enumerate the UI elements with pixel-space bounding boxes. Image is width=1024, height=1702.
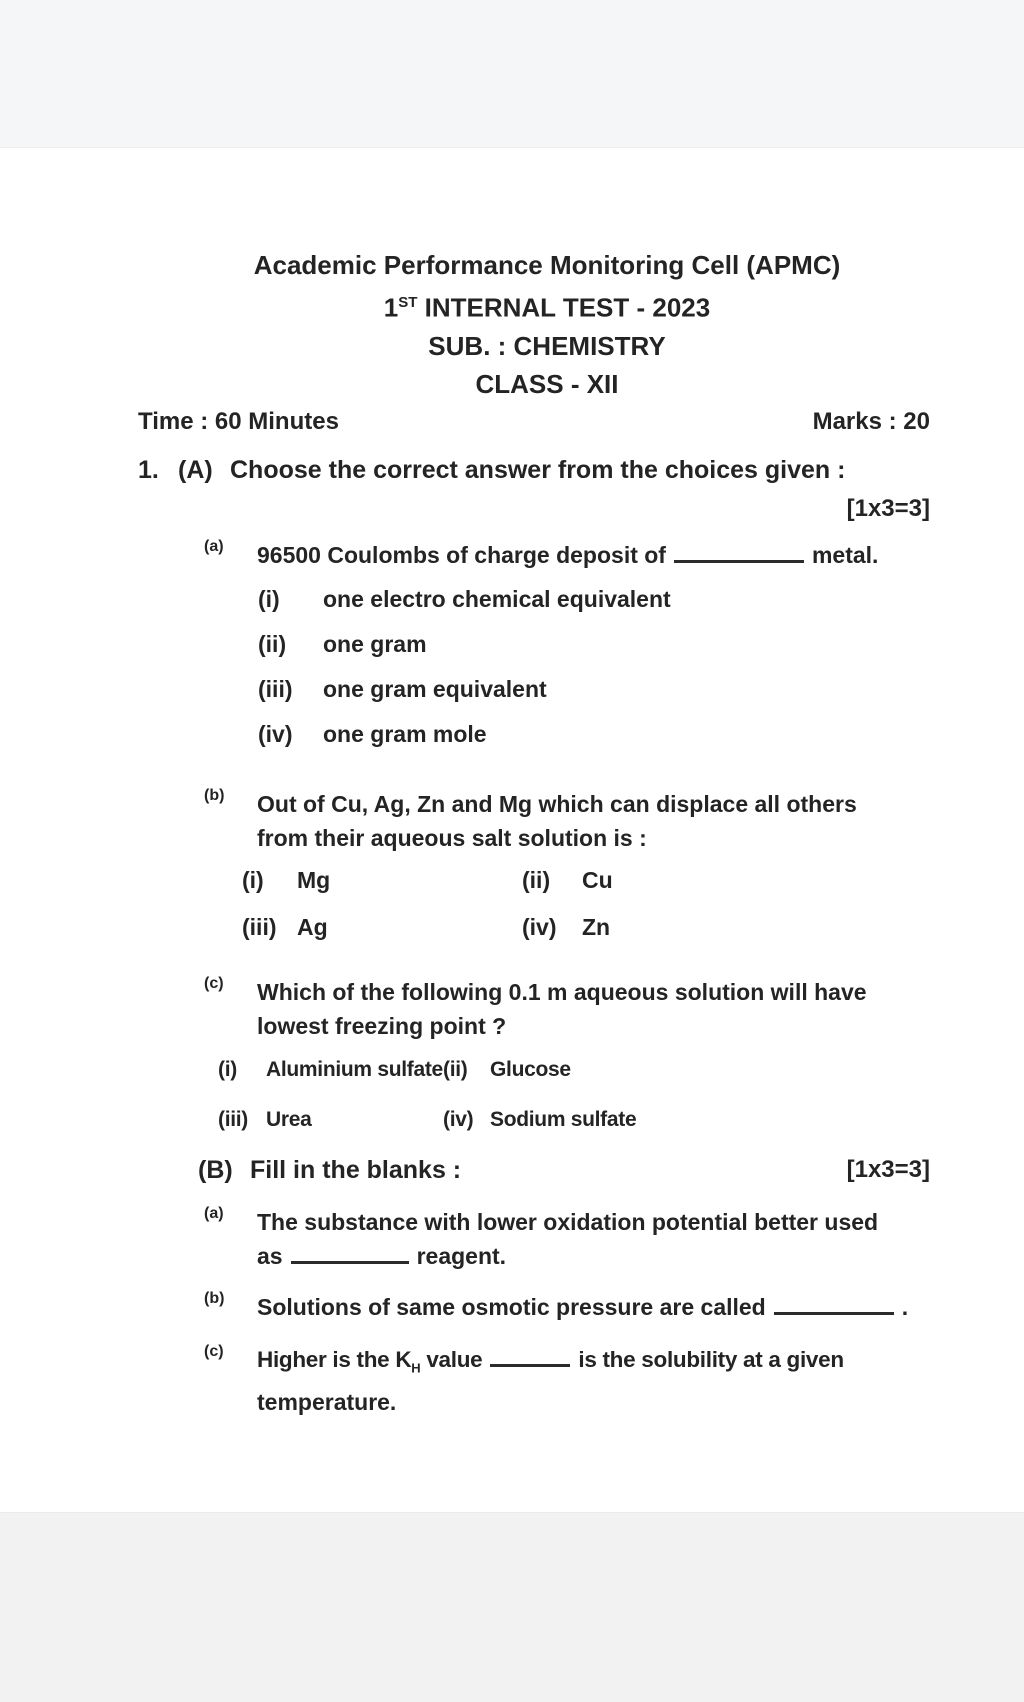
option-text: one gram mole xyxy=(323,720,487,747)
subquestion-text xyxy=(257,1205,930,1273)
sectionA-label: (A) xyxy=(178,455,213,484)
question-line xyxy=(257,538,930,572)
option-text: Zn xyxy=(582,913,611,940)
question-line: Which of the following 0.1 m aqueous solution will have xyxy=(257,978,867,1005)
question-line xyxy=(257,1239,930,1273)
question-line: temperature. xyxy=(257,1389,397,1416)
text-after-subscript: value xyxy=(420,1346,483,1372)
option-text: Aluminium sulfate xyxy=(266,1057,443,1081)
option-text: Urea xyxy=(266,1107,312,1131)
subject-line: SUB. : CHEMISTRY xyxy=(428,330,666,361)
option-numeral: (ii) xyxy=(258,630,287,657)
option-text: Mg xyxy=(297,866,331,893)
class-line: CLASS - XII xyxy=(475,368,619,399)
option-numeral: (ii) xyxy=(443,1057,468,1081)
text-after-blank: reagent. xyxy=(416,1242,507,1269)
fill-blank-line xyxy=(490,1345,570,1367)
test-title-ordinal: ST xyxy=(398,294,418,311)
fill-blank-line xyxy=(291,1242,409,1264)
option-row xyxy=(242,863,930,897)
question-number: 1. xyxy=(138,455,159,484)
bottom-band xyxy=(0,1512,1024,1702)
option-numeral: (ii) xyxy=(522,866,551,893)
subquestion-text xyxy=(257,1343,930,1420)
sectionA-question-b xyxy=(138,787,930,855)
document-page xyxy=(138,0,930,1419)
option-text: one gram xyxy=(323,630,427,657)
subquestion-label: (a) xyxy=(204,1204,224,1222)
test-title-number: 1 xyxy=(383,292,399,323)
option-text: Ag xyxy=(297,913,328,940)
text-before-subscript: Higher is the K xyxy=(257,1346,412,1372)
sectionB-label: (B) xyxy=(198,1155,233,1184)
option-row xyxy=(218,1053,930,1087)
sectionB-heading xyxy=(138,1153,930,1187)
sectionB-title: Fill in the blanks : xyxy=(250,1155,462,1184)
sectionB-question-b xyxy=(138,1290,930,1324)
text-before-blank: Solutions of same osmotic pressure are called xyxy=(257,1293,766,1320)
text-after-blank: is the solubility at a given xyxy=(578,1346,844,1372)
option-text: Sodium sulfate xyxy=(490,1107,637,1131)
time-marks-row xyxy=(138,405,930,439)
option-row xyxy=(218,1103,930,1137)
sectionA-question-a xyxy=(138,538,930,572)
subquestion-label: (c) xyxy=(204,1342,224,1360)
option-numeral: (i) xyxy=(258,585,280,612)
test-title xyxy=(164,284,930,327)
sectionA-marks: [1x3=3] xyxy=(846,494,930,522)
text-before-blank: 96500 Coulombs of charge deposit of xyxy=(257,541,666,568)
text-after-blank: . xyxy=(901,1293,909,1320)
option-numeral: (iii) xyxy=(258,675,293,702)
option-numeral: (iii) xyxy=(218,1107,248,1131)
subquestion-label: (b) xyxy=(204,786,225,804)
option-row xyxy=(258,627,930,661)
subquestion-text xyxy=(257,975,930,1043)
sectionA-question-c xyxy=(138,975,930,1043)
text-before-blank: as xyxy=(257,1242,283,1269)
sectionA-title: Choose the correct answer from the choices given : xyxy=(230,455,846,484)
sectionB-marks: [1x3=3] xyxy=(846,1155,930,1183)
subquestion-label: (c) xyxy=(204,974,224,992)
option-row xyxy=(258,582,930,616)
time-label: Time : 60 Minutes xyxy=(138,407,339,435)
text-after-blank: metal. xyxy=(811,541,879,568)
fill-blank-line xyxy=(774,1293,894,1315)
subquestion-text xyxy=(257,1290,930,1324)
question-line xyxy=(257,1290,930,1324)
option-numeral: (i) xyxy=(242,866,264,893)
org-title: Academic Performance Monitoring Cell (APMC) xyxy=(253,250,841,280)
option-numeral: (iv) xyxy=(258,720,293,747)
option-text: one electro chemical equivalent xyxy=(323,585,671,612)
option-row xyxy=(258,672,930,706)
sectionB-question-a xyxy=(138,1205,930,1273)
option-numeral: (i) xyxy=(218,1057,237,1081)
question-line: Out of Cu, Ag, Zn and Mg which can displace all others xyxy=(257,790,857,817)
question1-sectionA-heading xyxy=(138,453,930,487)
subquestion-label: (b) xyxy=(204,1289,225,1307)
option-text: one gram equivalent xyxy=(323,675,547,702)
subscript-H: H xyxy=(411,1360,421,1376)
subquestion-text xyxy=(257,787,930,855)
subquestion-text xyxy=(257,538,930,572)
option-numeral: (iv) xyxy=(443,1107,474,1131)
test-title-rest: INTERNAL TEST - 2023 xyxy=(417,292,711,323)
question-line: from their aqueous salt solution is : xyxy=(257,824,647,851)
option-numeral: (iv) xyxy=(522,913,557,940)
option-row xyxy=(242,910,930,944)
question-line: The substance with lower oxidation potential better used xyxy=(257,1208,879,1235)
question-line: lowest freezing point ? xyxy=(257,1012,507,1039)
option-row xyxy=(258,717,930,751)
marks-label: Marks : 20 xyxy=(812,407,930,435)
fill-blank-line xyxy=(674,541,804,563)
question-line xyxy=(257,1343,930,1386)
option-numeral: (iii) xyxy=(242,913,277,940)
subquestion-label: (a) xyxy=(204,537,224,555)
option-text: Cu xyxy=(582,866,613,893)
option-text: Glucose xyxy=(490,1057,571,1081)
sectionB-question-c xyxy=(138,1343,930,1420)
document-header xyxy=(138,246,930,403)
